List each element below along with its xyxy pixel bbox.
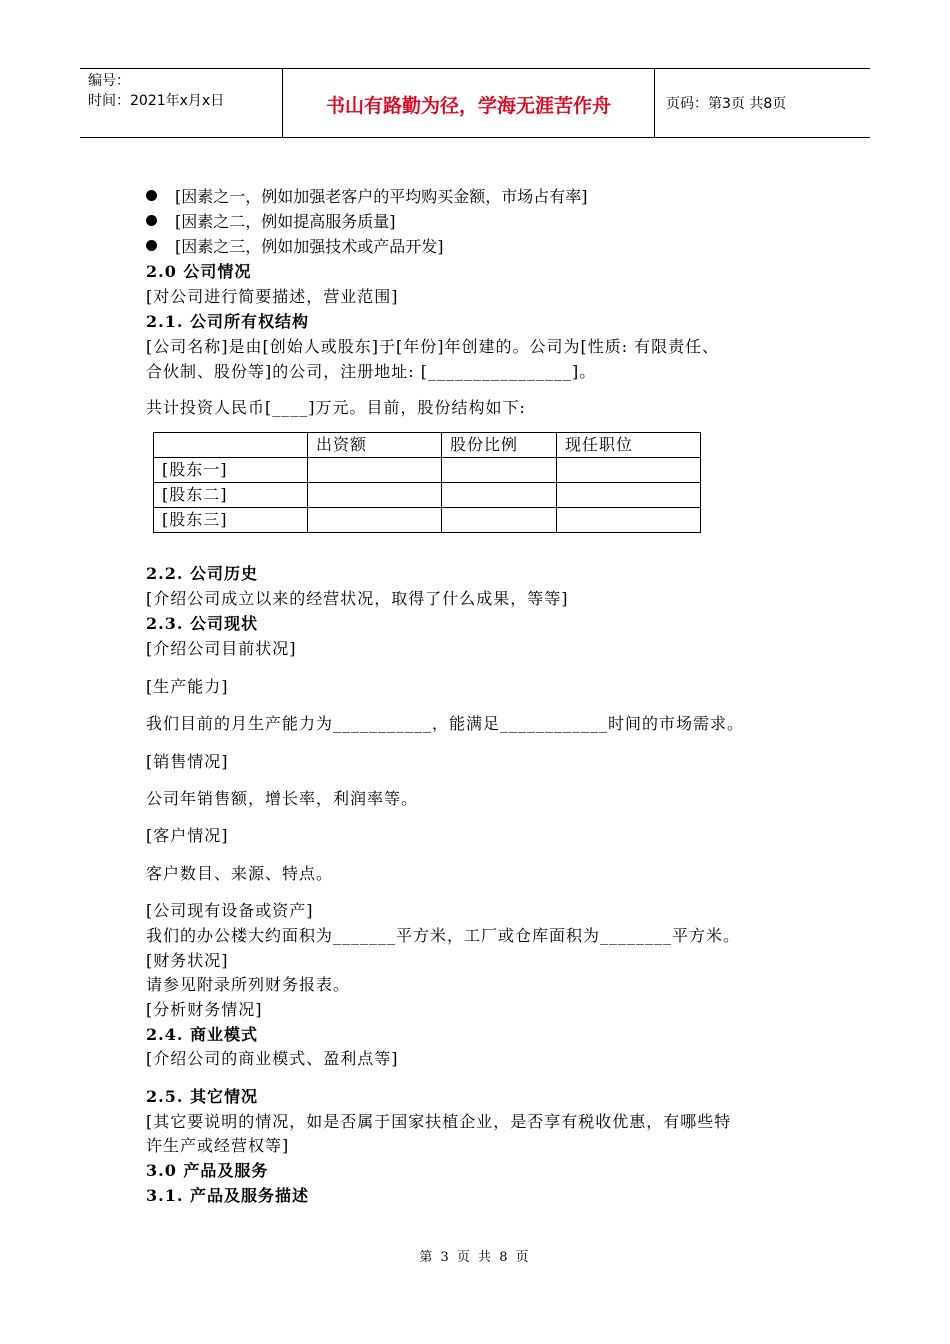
table-cell: [股东一] [154, 458, 308, 483]
section-title-2-0: 2.0 公司情况 [146, 262, 252, 281]
paragraph: [公司名称]是由[创始人或股东]于[年份]年创建的。公司为[性质: 有限责任、 [146, 337, 720, 356]
list-item: [因素之三，例如加强技术或产品开发] [146, 236, 444, 258]
header-meta [88, 71, 224, 111]
table-cell: [股东二] [154, 483, 308, 508]
paragraph: [介绍公司的商业模式、盈利点等] [146, 1049, 399, 1068]
paragraph: [财务状况] [146, 951, 229, 970]
table-cell [557, 483, 701, 508]
table-row [154, 458, 701, 483]
paragraph: [销售情况] [146, 752, 229, 771]
section-title-2-1: 2.1. 公司所有权结构 [146, 312, 309, 331]
paragraph: 共计投资人民币[____]万元。目前，股份结构如下: [146, 398, 526, 417]
table-cell [442, 508, 557, 533]
table-header-cell: 现任职位 [557, 433, 701, 458]
table-cell [308, 458, 442, 483]
table-cell [557, 508, 701, 533]
time-label: 时间：2021年x月x日 [88, 93, 225, 109]
header-page-label: 页码：第3页 共8页 [666, 96, 787, 112]
number-label: 编号： [88, 73, 130, 89]
paragraph: 请参见附录所列财务报表。 [146, 975, 351, 994]
paragraph: 合伙制、股份等]的公司，注册地址: [________________]。 [146, 362, 597, 381]
table-cell: [股东三] [154, 508, 308, 533]
paragraph: [分析财务情况] [146, 1000, 263, 1019]
list-item: [因素之一，例如加强老客户的平均购买金额，市场占有率] [146, 186, 588, 208]
table-cell [557, 458, 701, 483]
section-title-2-2: 2.2. 公司历史 [146, 564, 258, 583]
header-divider [654, 69, 655, 137]
paragraph: 许生产或经营权等] [146, 1136, 290, 1155]
table-header-cell: 出资额 [308, 433, 442, 458]
paragraph: 客户数目、来源、特点。 [146, 864, 334, 883]
paragraph: 我们的办公楼大约面积为_______平方米，工厂或仓库面积为________平方米。 [146, 926, 741, 945]
paragraph: [介绍公司目前状况] [146, 639, 297, 658]
table-cell [308, 508, 442, 533]
bullet-icon [146, 190, 157, 201]
table-row [154, 483, 701, 508]
table-cell [442, 483, 557, 508]
shareholder-table [153, 432, 701, 533]
section-title-3-1: 3.1. 产品及服务描述 [146, 1186, 309, 1205]
bullet-icon [146, 215, 157, 226]
paragraph: 我们目前的月生产能力为___________，能满足____________时间的市场需求。 [146, 714, 745, 733]
section-title-2-5: 2.5. 其它情况 [146, 1087, 258, 1106]
list-item: [因素之二，例如提高服务质量] [146, 211, 396, 233]
paragraph: [生产能力] [146, 677, 229, 696]
section-title-2-4: 2.4. 商业模式 [146, 1025, 258, 1044]
section-title-2-3: 2.3. 公司现状 [146, 614, 258, 633]
section-title-3-0: 3.0 产品及服务 [146, 1161, 269, 1180]
paragraph: [其它要说明的情况，如是否属于国家扶植企业，是否享有税收优惠，有哪些特 [146, 1112, 732, 1131]
table-row [154, 508, 701, 533]
table-header-cell: 股份比例 [442, 433, 557, 458]
bullet-icon [146, 240, 157, 251]
page-header [80, 68, 870, 138]
table-cell [308, 483, 442, 508]
paragraph: [客户情况] [146, 826, 229, 845]
paragraph: [公司现有设备或资产] [146, 901, 314, 920]
table-header-cell [154, 433, 308, 458]
paragraph: [介绍公司成立以来的经营状况，取得了什么成果，等等] [146, 589, 569, 608]
header-motto: 书山有路勤为径，学海无涯苦作舟 [325, 95, 611, 117]
paragraph: 公司年销售额，增长率，利润率等。 [146, 789, 419, 808]
table-header-row [154, 433, 701, 458]
paragraph: [对公司进行简要描述，营业范围] [146, 287, 399, 306]
table-cell [442, 458, 557, 483]
page-footer: 第 3 页 共 8 页 [419, 1250, 531, 1265]
